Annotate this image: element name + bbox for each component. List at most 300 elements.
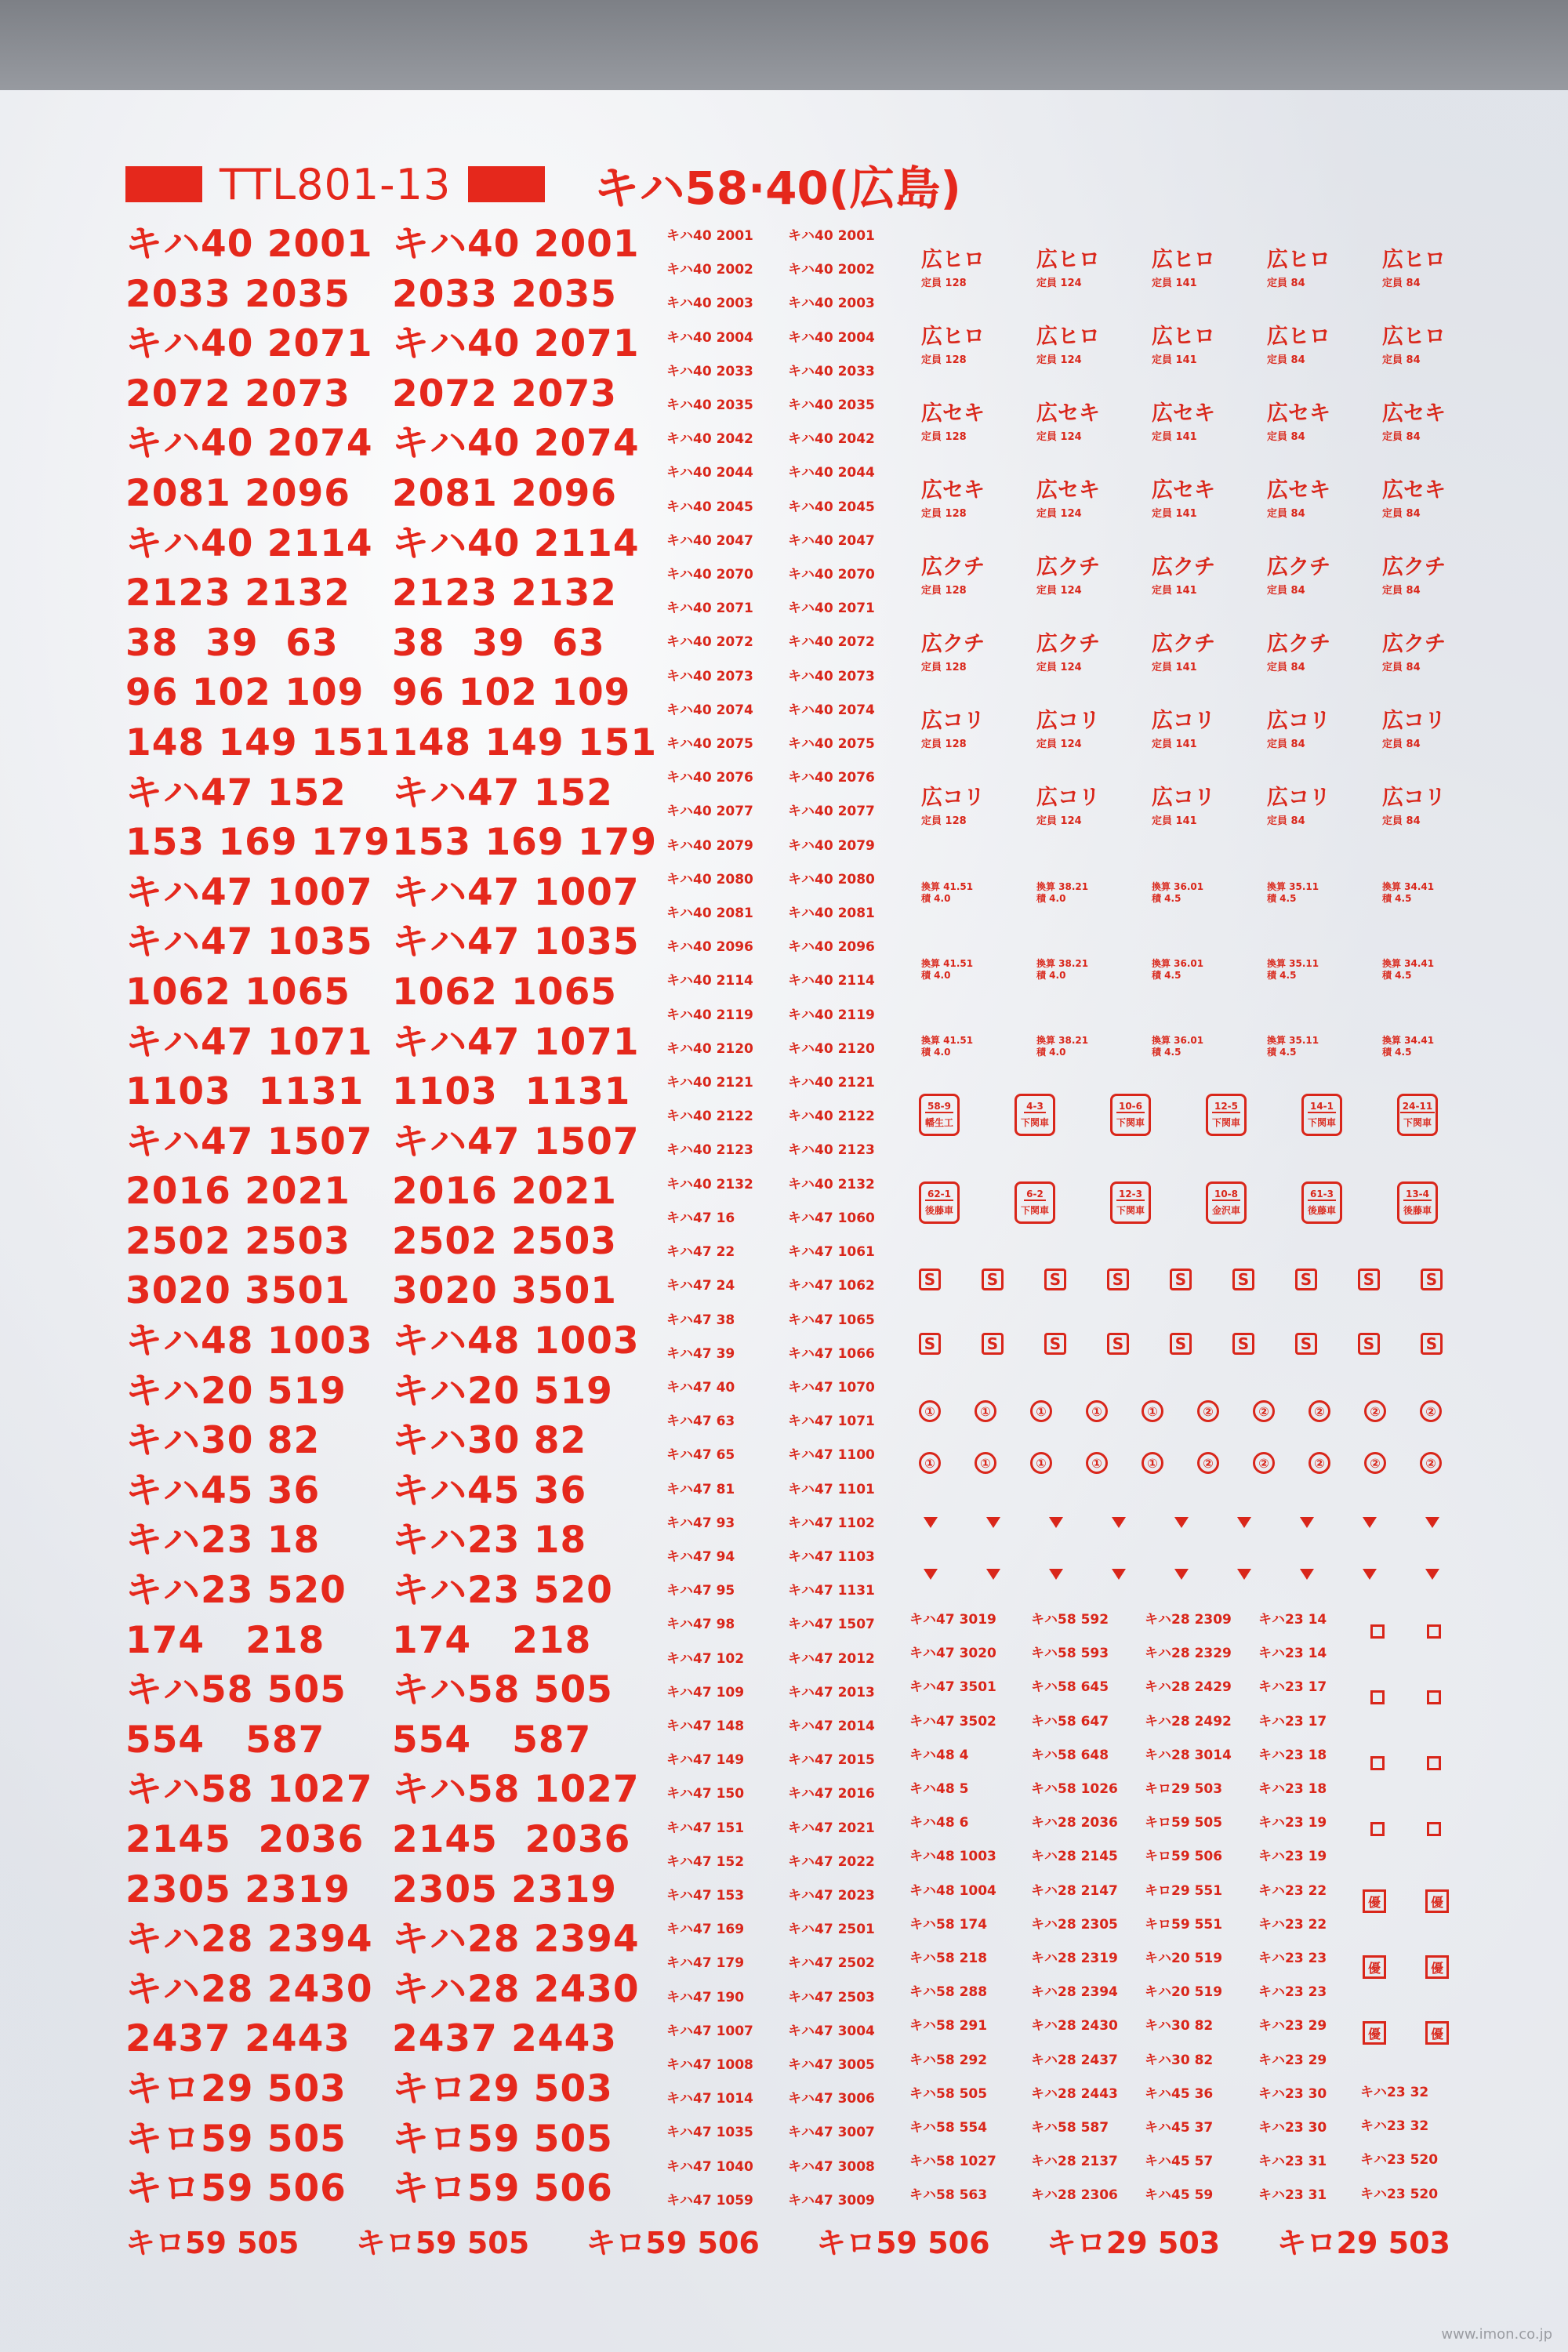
decal-number-small: キハ47 16 [666, 1210, 735, 1226]
decal-number: キハ23 520 [392, 1569, 613, 1613]
decal-number-small: キハ28 2430 [1031, 2018, 1118, 2034]
decal-number: キハ28 2394 [392, 1918, 640, 1962]
decal-number-small: キハ23 29 [1258, 2018, 1327, 2034]
decal-number: キハ47 152 [392, 771, 613, 815]
kanji-marks-grid [1363, 1889, 1488, 2087]
works-plate [1014, 1181, 1055, 1224]
circled-number-icon: ② [1364, 1452, 1386, 1474]
plate-works: 下関車 [1211, 1117, 1240, 1128]
depot-mark [1267, 612, 1382, 688]
decal-number: キハ23 18 [125, 1519, 321, 1563]
small-square-marks [1370, 1624, 1483, 1888]
decal-number: 2145 2036 [125, 1818, 365, 1861]
s-mark-icon: S [1044, 1269, 1066, 1290]
circled-number-icon: ① [1030, 1400, 1052, 1422]
triangle-icon [1237, 1517, 1251, 1528]
decal-number-small: キハ23 29 [1258, 2052, 1327, 2068]
decal-number-small: キハ40 2132 [788, 1176, 875, 1192]
s-marks-grid [919, 1269, 1483, 1397]
circled-number-icon: ② [1420, 1452, 1442, 1474]
decal-number-small: キハ40 2033 [788, 363, 875, 379]
decal-number: キハ47 1071 [392, 1020, 640, 1064]
capacity-label: 定員 124 [1036, 585, 1082, 597]
decal-number-small: キハ40 2074 [666, 702, 753, 718]
small-square-icon [1427, 1624, 1441, 1639]
circle-marks-grid [919, 1400, 1475, 1504]
decal-number-small: キハ47 151 [666, 1820, 745, 1836]
capacity-label: 定員 128 [921, 662, 967, 673]
decal-number-small: キハ40 2121 [666, 1075, 753, 1091]
decal-number-small: キハ40 2073 [788, 668, 875, 684]
plate-date: 10-6 [1116, 1101, 1145, 1113]
decal-number-small: キハ47 1061 [788, 1244, 875, 1261]
s-mark-icon: S [919, 1269, 941, 1290]
depot-mark [921, 765, 1036, 842]
decal-number-small: キハ47 1070 [788, 1379, 875, 1396]
priority-seat-icon: 優 [1425, 2021, 1449, 2045]
decal-number-small: キハ45 37 [1145, 2120, 1214, 2136]
decal-number-small: キハ40 2076 [788, 770, 875, 786]
decal-number-small: キハ40 2077 [788, 804, 875, 820]
capacity-label: 定員 128 [921, 585, 967, 597]
decal-number-small: キハ40 2114 [666, 973, 753, 989]
decal-number-small: キハ40 2075 [666, 736, 753, 753]
decal-number-small: キハ47 63 [666, 1414, 735, 1430]
s-mark-icon: S [1232, 1269, 1254, 1290]
decal-number-small: キハ47 2015 [788, 1752, 875, 1769]
decal-number-small: キハ47 3502 [909, 1713, 996, 1730]
decal-number-small: キハ47 109 [666, 1684, 745, 1700]
decal-number: 148 149 151 [392, 720, 658, 764]
decal-number: 1103 1131 [392, 1070, 631, 1114]
decal-number: キハ58 505 [125, 1668, 347, 1712]
product-code: TTL801-13 [220, 159, 452, 209]
plate-date: 58-9 [925, 1101, 953, 1113]
decal-number-small: キハ58 647 [1031, 1713, 1109, 1730]
depot-code: 広ヒロ [921, 248, 985, 272]
spec-mark: 換算 41.51 積 4.0 [921, 958, 974, 981]
depot-mark [1267, 381, 1382, 458]
depot-code: 広コリ [1036, 709, 1100, 733]
product-title: キハ58·40(広島) [593, 162, 961, 215]
depot-code: 広クチ [1267, 632, 1330, 656]
decal-number-small: キハ47 93 [666, 1515, 735, 1531]
triangle-icon [1049, 1569, 1063, 1580]
decal-number: 2123 2132 [392, 572, 617, 615]
decal-number: キロ59 505 [125, 2117, 347, 2161]
decal-number-small: キハ40 2003 [666, 296, 753, 312]
color-swatch-right [468, 166, 545, 202]
decal-number-small: キハ23 31 [1258, 2187, 1327, 2204]
decal-number-small: キハ58 288 [909, 1984, 988, 2001]
decal-number-small: キハ47 102 [666, 1650, 745, 1667]
capacity-label: 定員 141 [1152, 431, 1197, 443]
depot-mark [921, 612, 1036, 688]
plate-works: 幡生工 [924, 1117, 953, 1128]
decal-number-small: キハ40 2045 [666, 499, 753, 515]
triangle-icon [1174, 1517, 1189, 1528]
works-plate [1110, 1181, 1151, 1224]
decal-number-small: キハ47 148 [666, 1718, 745, 1734]
plate-works: 下関車 [1020, 1117, 1049, 1128]
decal-number: キハ40 2114 [125, 521, 373, 565]
depot-code: 広セキ [1382, 478, 1446, 503]
decal-number-small: キハ40 2004 [788, 329, 875, 346]
s-mark-icon: S [1044, 1333, 1066, 1355]
decal-number: キロ59 505 [355, 2226, 530, 2260]
depot-code: 広ヒロ [1382, 325, 1446, 349]
depot-mark [1382, 227, 1497, 304]
capacity-label: 定員 84 [1382, 508, 1421, 520]
depot-mark [1036, 765, 1152, 842]
depot-code: 広コリ [1036, 786, 1100, 810]
decal-number-small: キハ23 18 [1258, 1781, 1327, 1798]
decal-number-small: キハ47 2023 [788, 1887, 875, 1904]
decal-number-small: キハ28 2306 [1031, 2187, 1118, 2204]
decal-number-small: キハ40 2072 [666, 634, 753, 651]
plate-works: 金沢車 [1211, 1205, 1240, 1216]
s-mark-icon: S [1421, 1269, 1443, 1290]
plate-works: 下関車 [1116, 1205, 1145, 1216]
decal-number-small: キハ58 505 [909, 2085, 988, 2102]
color-swatch-left [125, 166, 202, 202]
decal-number-small: キハ47 2503 [788, 1989, 875, 2005]
depot-code: 広クチ [1382, 555, 1446, 579]
spec-mark: 換算 34.41 積 4.5 [1382, 1035, 1435, 1058]
decal-number-small: キハ40 2096 [666, 939, 753, 956]
decal-number-small: キハ58 645 [1031, 1679, 1109, 1696]
decal-number: キハ30 82 [125, 1419, 321, 1463]
decal-number-small: キロ59 506 [1145, 1849, 1223, 1865]
triangle-icon [1300, 1517, 1314, 1528]
plate-works: 後藤車 [924, 1205, 953, 1216]
depot-code: 広コリ [1382, 709, 1446, 733]
circled-number-icon: ① [1030, 1452, 1052, 1474]
decal-number: キハ23 18 [392, 1519, 587, 1563]
depot-mark [1382, 612, 1497, 688]
plate-works: 下関車 [1403, 1117, 1432, 1128]
spec-mark: 換算 38.21 積 4.0 [1036, 1035, 1089, 1058]
depot-code: 広セキ [1152, 401, 1215, 426]
capacity-label: 定員 141 [1152, 508, 1197, 520]
s-mark-icon: S [1358, 1333, 1380, 1355]
decal-number: 2145 2036 [392, 1818, 631, 1861]
decal-number: キロ59 505 [125, 2226, 299, 2260]
decal-number-small: キハ45 36 [1145, 2085, 1214, 2102]
decal-number-small: キハ40 2122 [788, 1109, 875, 1125]
decal-number: 96 102 109 [392, 671, 631, 715]
decal-number-small: キハ47 1100 [788, 1447, 875, 1464]
decal-number: キハ28 2394 [125, 1918, 373, 1962]
depot-mark [1152, 612, 1267, 688]
decal-number: キハ40 2001 [392, 223, 640, 266]
spec-mark: 換算 34.41 積 4.5 [1382, 881, 1435, 904]
depot-mark [1267, 227, 1382, 304]
decal-number-small: キハ47 2021 [788, 1820, 875, 1836]
depot-mark [1152, 765, 1267, 842]
depot-code: 広コリ [1382, 786, 1446, 810]
plate-works: 下関車 [1020, 1205, 1049, 1216]
depot-code: 広セキ [1382, 401, 1446, 426]
decal-number-small: キハ28 2145 [1031, 1849, 1118, 1865]
decal-number-small: キハ28 2309 [1145, 1612, 1232, 1628]
decal-number-small: キハ47 3020 [909, 1646, 996, 1662]
plate-date: 61-3 [1308, 1189, 1336, 1201]
decal-number: キハ20 519 [125, 1369, 347, 1413]
works-plate [1397, 1181, 1438, 1224]
works-plate [1206, 1094, 1247, 1136]
capacity-label: 定員 124 [1036, 431, 1082, 443]
depot-mark [1152, 535, 1267, 612]
depot-mark [921, 688, 1036, 765]
depot-mark [921, 304, 1036, 381]
decal-number-small: キハ40 2045 [788, 499, 875, 515]
depot-mark [1382, 381, 1497, 458]
depot-code: 広コリ [1152, 786, 1215, 810]
plate-date: 6-2 [1024, 1189, 1046, 1201]
depot-mark [1036, 381, 1152, 458]
decal-number-small: キハ40 2044 [666, 465, 753, 481]
depot-mark [921, 458, 1036, 535]
spec-mark: 換算 35.11 積 4.5 [1267, 881, 1319, 904]
decal-number-small: キハ48 4 [909, 1747, 969, 1763]
decal-number: 2437 2443 [125, 2017, 350, 2061]
big-numbers-right [392, 220, 657, 2214]
decal-number-small: キハ47 3007 [788, 2125, 875, 2141]
depot-mark [1267, 535, 1382, 612]
plate-date: 62-1 [925, 1189, 953, 1201]
decal-number-small: キハ23 520 [1360, 2152, 1439, 2169]
decal-number-small: キハ23 17 [1258, 1679, 1327, 1696]
capacity-label: 定員 128 [921, 431, 967, 443]
decal-number: 2033 2035 [392, 272, 617, 316]
decal-number-small: キハ47 94 [666, 1548, 735, 1565]
decal-number-small: キハ58 554 [909, 2120, 988, 2136]
decal-number: キハ48 1003 [125, 1319, 373, 1363]
decal-number-small: キハ20 519 [1145, 1984, 1223, 2001]
decal-number-small: キハ23 31 [1258, 2154, 1327, 2170]
decal-number-small: キハ47 3019 [909, 1612, 996, 1628]
depot-mark [1036, 304, 1152, 381]
small-numbers-col-b [788, 220, 875, 2218]
decal-number-small: キロ59 505 [1145, 1815, 1223, 1831]
depot-mark [1267, 688, 1382, 765]
depot-code: 広ヒロ [1152, 248, 1215, 272]
watermark: www.imon.co.jp [1441, 2326, 1552, 2343]
decal-number: キハ45 36 [125, 1468, 321, 1512]
decal-number-small: キハ58 218 [909, 1951, 988, 1967]
decal-number-small: キハ47 1035 [666, 2125, 753, 2141]
triangle-icon [1425, 1517, 1439, 1528]
decal-number-small: キハ23 32 [1360, 2118, 1429, 2135]
depot-code: 広コリ [921, 709, 985, 733]
depot-code: 広コリ [1267, 709, 1330, 733]
decal-number: 554 587 [125, 1718, 325, 1762]
decal-number: キハ47 1035 [392, 920, 640, 964]
decal-number-small: キハ47 3009 [788, 2192, 875, 2209]
depot-mark [1382, 765, 1497, 842]
decal-number-small: キハ28 3014 [1145, 1747, 1232, 1763]
decal-number-small: キハ40 2042 [666, 431, 753, 448]
decal-number: 1103 1131 [125, 1070, 365, 1114]
decal-number-small: キハ40 2047 [788, 532, 875, 549]
decal-number-small: キハ40 2132 [666, 1176, 753, 1192]
decal-number-small: キハ40 2047 [666, 532, 753, 549]
decal-number: キハ47 1507 [392, 1120, 640, 1163]
decal-number-small: キハ23 19 [1258, 1849, 1327, 1865]
decal-number-small: キハ47 95 [666, 1583, 735, 1599]
decal-number-small: キハ40 2074 [788, 702, 875, 718]
capacity-label: 定員 84 [1382, 431, 1421, 443]
lower-numbers-col-3 [1145, 1603, 1232, 2213]
decal-number-small: キハ28 2492 [1145, 1713, 1232, 1730]
depot-mark [1267, 458, 1382, 535]
triangle-icon [1363, 1569, 1377, 1580]
depot-code: 広クチ [1152, 555, 1215, 579]
s-mark-icon: S [1170, 1333, 1192, 1355]
capacity-label: 定員 84 [1382, 815, 1421, 827]
capacity-label: 定員 124 [1036, 815, 1082, 827]
spec-mark: 換算 34.41 積 4.5 [1382, 958, 1435, 981]
capacity-label: 定員 124 [1036, 662, 1082, 673]
depot-code: 広セキ [1267, 401, 1330, 426]
decal-number-small: キハ47 98 [666, 1617, 735, 1633]
depot-mark [921, 535, 1036, 612]
decal-number-small: キハ47 3501 [909, 1679, 996, 1696]
depot-mark [1036, 688, 1152, 765]
decal-number: 2305 2319 [392, 1867, 617, 1911]
priority-seat-icon: 優 [1425, 1955, 1449, 1979]
depot-mark [1152, 688, 1267, 765]
depot-code: 広ヒロ [1267, 325, 1330, 349]
decal-number-small: キハ47 150 [666, 1786, 745, 1802]
decal-number-small: キハ40 2075 [788, 736, 875, 753]
decal-number: 554 587 [392, 1718, 592, 1762]
background-strip [0, 0, 1568, 90]
decal-number: 2072 2073 [392, 372, 617, 416]
depot-marks-grid [921, 227, 1497, 842]
depot-code: 広コリ [921, 786, 985, 810]
big-numbers-left [125, 220, 390, 2214]
decal-number: キハ45 36 [392, 1468, 587, 1512]
s-mark-icon: S [982, 1333, 1004, 1355]
decal-number: キハ47 1007 [392, 870, 640, 914]
capacity-label: 定員 124 [1036, 739, 1082, 750]
spec-mark: 換算 38.21 積 4.0 [1036, 958, 1089, 981]
decal-number-small: キハ28 2036 [1031, 1815, 1118, 1831]
capacity-label: 定員 84 [1267, 739, 1305, 750]
depot-code: 広セキ [1267, 478, 1330, 503]
depot-code: 広ヒロ [1382, 248, 1446, 272]
s-mark-icon: S [1295, 1269, 1317, 1290]
decal-number-small: キハ40 2073 [666, 668, 753, 684]
decal-number: 38 39 63 [125, 621, 339, 665]
works-plate [1397, 1094, 1438, 1136]
circled-number-icon: ② [1197, 1452, 1219, 1474]
circled-number-icon: ① [1086, 1400, 1108, 1422]
decal-number-small: キハ40 2077 [666, 804, 753, 820]
decal-number: キロ59 506 [125, 2167, 347, 2211]
circled-number-icon: ① [975, 1400, 996, 1422]
decal-number-small: キハ47 3005 [788, 2056, 875, 2073]
triangle-icon [1237, 1569, 1251, 1580]
decal-number: キハ40 2071 [125, 322, 373, 366]
plate-works: 下関車 [1116, 1117, 1145, 1128]
depot-code: 広クチ [1382, 632, 1446, 656]
works-plate [1110, 1094, 1151, 1136]
s-mark-icon: S [1170, 1269, 1192, 1290]
decal-number-small: キハ47 3004 [788, 2023, 875, 2039]
capacity-label: 定員 128 [921, 815, 967, 827]
decal-number: キハ23 520 [125, 1569, 347, 1613]
s-mark-icon: S [1295, 1333, 1317, 1355]
capacity-label: 定員 84 [1267, 354, 1305, 366]
depot-mark [921, 227, 1036, 304]
decal-number: キロ29 503 [125, 2067, 347, 2111]
decal-number-small: キハ23 22 [1258, 1882, 1327, 1899]
decal-number-small: キハ40 2080 [666, 871, 753, 887]
depot-mark [1152, 458, 1267, 535]
decal-number: 2437 2443 [392, 2017, 617, 2061]
decal-number-small: キハ48 6 [909, 1815, 969, 1831]
bottom-number-row [125, 2219, 1450, 2262]
s-mark-icon: S [1107, 1333, 1129, 1355]
spec-mark: 換算 36.01 積 4.5 [1152, 1035, 1204, 1058]
decal-number-small: キハ28 2443 [1031, 2085, 1118, 2102]
decal-number-small: キハ40 2119 [788, 1007, 875, 1023]
lower-numbers-col-4 [1258, 1603, 1327, 2213]
priority-seat-icon: 優 [1363, 2021, 1386, 2045]
decal-number-small: キハ58 592 [1031, 1612, 1109, 1628]
s-mark-icon: S [1421, 1333, 1443, 1355]
decal-number-small: キハ23 19 [1258, 1815, 1327, 1831]
decal-number: 153 169 179 [392, 821, 658, 865]
decal-number-small: キロ29 503 [1145, 1781, 1223, 1798]
decal-number-small: キハ47 40 [666, 1379, 735, 1396]
depot-code: 広セキ [1036, 401, 1100, 426]
decal-number-small: キハ28 2147 [1031, 1882, 1118, 1899]
s-mark-icon: S [982, 1269, 1004, 1290]
triangle-icon [1363, 1517, 1377, 1528]
depot-mark [1382, 304, 1497, 381]
capacity-label: 定員 141 [1152, 354, 1197, 366]
decal-number-small: キハ40 2002 [666, 262, 753, 278]
lower-numbers-col-1 [909, 1603, 996, 2213]
decal-number: キハ58 505 [392, 1668, 613, 1712]
decal-number-small: キロ59 551 [1145, 1916, 1223, 1933]
triangle-icon [1300, 1569, 1314, 1580]
decal-number-small: キハ40 2096 [788, 939, 875, 956]
decal-number-small: キハ47 2501 [788, 1922, 875, 1938]
triangle-icon [924, 1517, 938, 1528]
decal-number-small: キハ48 1003 [909, 1849, 996, 1865]
circled-number-icon: ① [919, 1400, 941, 1422]
decal-number-small: キハ23 22 [1258, 1916, 1327, 1933]
depot-mark [1152, 227, 1267, 304]
decal-number-small: キハ40 2071 [788, 601, 875, 617]
decal-number-small: キハ47 1066 [788, 1345, 875, 1362]
depot-code: 広セキ [1036, 478, 1100, 503]
circled-number-icon: ① [975, 1452, 996, 1474]
decal-number-small: キハ47 1040 [666, 2158, 753, 2175]
decal-number: キハ48 1003 [392, 1319, 640, 1363]
decal-number-small: キハ47 2014 [788, 1718, 875, 1734]
capacity-label: 定員 84 [1267, 508, 1305, 520]
s-mark-icon: S [1358, 1269, 1380, 1290]
capacity-label: 定員 84 [1267, 662, 1305, 673]
capacity-label: 定員 84 [1382, 354, 1421, 366]
decal-number-small: キハ23 520 [1360, 2186, 1439, 2202]
